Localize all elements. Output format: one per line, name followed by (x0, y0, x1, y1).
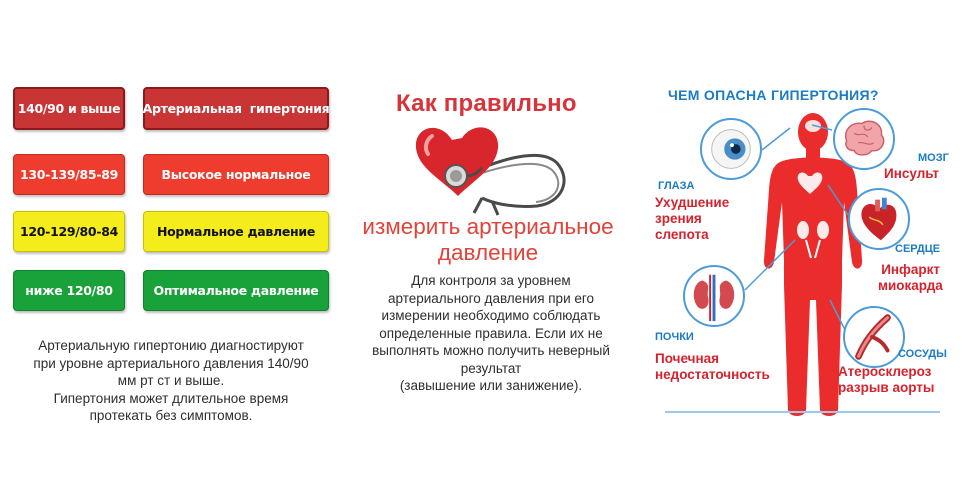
kidneys-label: ПОЧКИ (655, 331, 694, 343)
effect-line: зрения (655, 211, 702, 226)
text-line: протекать без симптомов. (89, 408, 253, 423)
text-line: Гипертония может длительное время (53, 390, 289, 406)
hypertension-danger-title: ЧЕМ ОПАСНА ГИПЕРТОНИЯ? (668, 87, 879, 103)
heart-label: СЕРДЦЕ (895, 243, 941, 255)
kidney-icon (683, 265, 745, 327)
effect-line: Инфаркт (881, 262, 940, 277)
text-line: (завышение или занижение). (399, 378, 583, 393)
heart-effect (878, 262, 943, 294)
category-label: Артериальная гипертония (142, 101, 330, 116)
text-line: Для контроля за уровнем (411, 273, 571, 288)
effect-line: миокарда (878, 278, 943, 293)
text-line: Артериальную гипертонию диагностируют (38, 338, 304, 353)
effect-line: Инсульт (884, 166, 939, 181)
vessels-label: СОСУДЫ (898, 348, 947, 360)
category-label: Высокое нормальное (161, 167, 311, 182)
effect-line: недостаточность (655, 367, 770, 382)
category-label: Оптимальное давление (153, 283, 319, 298)
subtitle-line: измерить артериальное (362, 214, 614, 239)
brain-effect (884, 166, 939, 182)
text-line: при уровне артериального давления 140/90 (33, 355, 309, 371)
category-label: Нормальное давление (156, 224, 315, 239)
blood-vessel-icon (843, 306, 905, 368)
effect-line: Ухудшение (655, 195, 730, 210)
text-line: выполнять можно получить неверный (372, 343, 610, 358)
brain-label: МОЗГ (918, 152, 949, 164)
effect-line: Атеросклероз (838, 364, 932, 379)
eyes-label: ГЛАЗА (658, 180, 695, 192)
range-label: 140/90 и выше (17, 101, 121, 116)
text-line: результат (460, 360, 522, 376)
range-label: ниже 120/80 (25, 283, 113, 298)
vessels-effect (838, 364, 934, 396)
brain-icon (833, 108, 895, 170)
text-line: мм рт ст и выше. (117, 373, 225, 388)
subtitle-line: давление (437, 240, 539, 265)
eyes-effect (655, 195, 729, 243)
text-line: артериального давления при его (387, 290, 595, 306)
eye-icon (700, 118, 762, 180)
range-label: 130-139/85-89 (19, 167, 119, 182)
text-line: определенные правила. Если их не (379, 325, 603, 341)
effect-line: Почечная (655, 351, 719, 366)
measure-title: Как правильно (396, 90, 577, 117)
effect-line: разрыв аорты (838, 380, 935, 395)
heart-organ-icon (848, 188, 910, 250)
text-line: измерении необходимо соблюдать (381, 308, 601, 323)
effect-line: слепота (655, 227, 709, 242)
kidneys-effect (655, 351, 770, 383)
range-label: 120-129/80-84 (19, 224, 119, 239)
